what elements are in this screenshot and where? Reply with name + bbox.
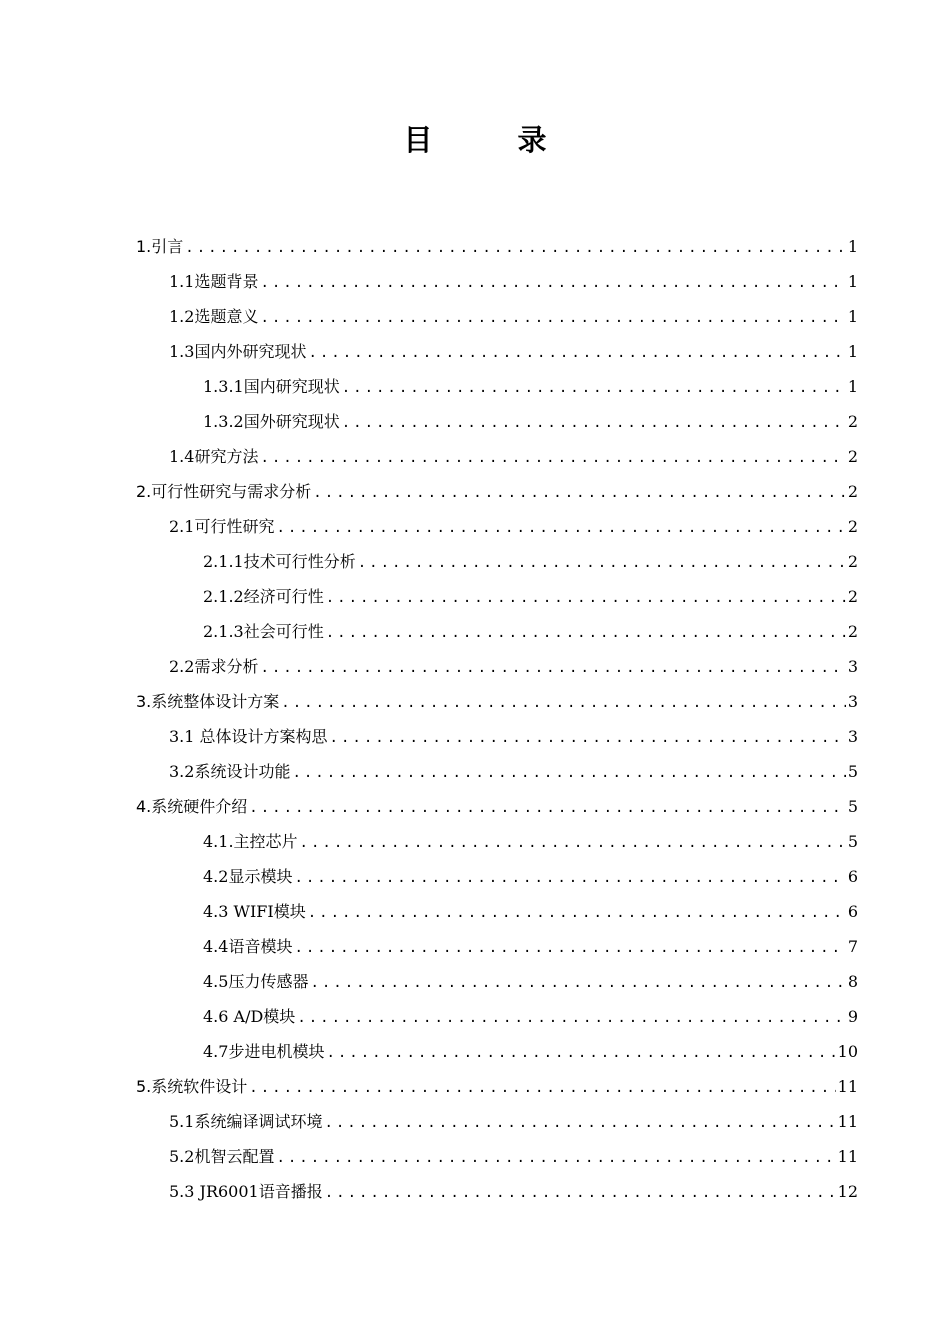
toc-entry-page: 2 [847, 552, 858, 571]
dot-leader [260, 443, 845, 473]
toc-entry-2-1[interactable] [169, 512, 858, 542]
toc-entry-4-2[interactable] [203, 862, 858, 892]
toc-entry-page: 1 [847, 272, 858, 291]
toc-entry-label: 3.1 总体设计方案构思 [169, 727, 328, 746]
toc-entry-1-3-2[interactable] [203, 407, 858, 437]
toc-entry-2-1-3[interactable] [203, 617, 858, 647]
toc-entry-page: 11 [837, 1147, 858, 1166]
toc-entry-page: 1 [847, 307, 858, 326]
toc-entry-page: 11 [837, 1077, 858, 1096]
dot-leader [185, 233, 846, 263]
dot-leader [342, 373, 846, 403]
toc-entry-label: 4.2显示模块 [203, 867, 293, 886]
dot-leader [292, 758, 845, 788]
toc-entry-label: 2.2需求分析 [169, 657, 259, 676]
dot-leader [276, 1143, 835, 1173]
toc-entry-page: 2 [847, 412, 858, 431]
toc-entry-chapter-5[interactable] [136, 1072, 858, 1102]
toc-entry-4-7[interactable] [203, 1037, 858, 1067]
toc-entry-page: 3 [847, 692, 858, 711]
dot-leader [358, 548, 846, 578]
toc-entry-5-3[interactable] [169, 1177, 858, 1207]
dot-leader [308, 338, 845, 368]
toc-entry-page: 5 [847, 832, 858, 851]
toc-entry-label: 4.4语音模块 [203, 937, 293, 956]
toc-entry-label: 1.3.1国内研究现状 [203, 377, 340, 396]
toc-entry-chapter-2[interactable] [136, 477, 858, 507]
toc-entry-2-1-2[interactable] [203, 582, 858, 612]
toc-entry-page: 2 [847, 622, 858, 641]
toc-entry-label: 2.1.2经济可行性 [203, 587, 324, 606]
toc-entry-2-1-1[interactable] [203, 547, 858, 577]
toc-entry-chapter-3[interactable] [136, 687, 858, 717]
toc-entry-label: 4.系统硬件介绍 [136, 797, 248, 816]
toc-entry-page: 6 [847, 867, 858, 886]
toc-entry-label: 4.6 A/D模块 [203, 1007, 296, 1026]
toc-entry-4-4[interactable] [203, 932, 858, 962]
toc-entry-chapter-4[interactable] [136, 792, 858, 822]
dot-leader [249, 1073, 835, 1103]
toc-entry-1-1[interactable] [169, 267, 858, 297]
toc-entry-page: 2 [847, 517, 858, 536]
toc-entry-page: 5 [847, 762, 858, 781]
dot-leader [326, 1038, 835, 1068]
toc-entry-page: 5 [847, 797, 858, 816]
toc-entry-1-2[interactable] [169, 302, 858, 332]
toc-entry-page: 9 [847, 1007, 858, 1026]
toc-entry-label: 5.系统软件设计 [136, 1077, 248, 1096]
dot-leader [281, 688, 846, 718]
toc-entry-label: 1.3.2国外研究现状 [203, 412, 340, 431]
toc-entry-1-3[interactable] [169, 337, 858, 367]
toc-entry-label: 5.1系统编译调试环境 [169, 1112, 323, 1131]
toc-entry-label: 3.系统整体设计方案 [136, 692, 280, 711]
dot-leader [294, 863, 845, 893]
toc-entry-4-1[interactable] [203, 827, 858, 857]
dot-leader [324, 1108, 835, 1138]
toc-entry-page: 2 [847, 447, 858, 466]
dot-leader [260, 303, 845, 333]
toc-entry-4-6[interactable] [203, 1002, 858, 1032]
toc-entry-label: 3.2系统设计功能 [169, 762, 291, 781]
dot-leader [300, 828, 846, 858]
toc-entry-label: 1.引言 [136, 237, 184, 256]
toc-entry-label: 1.1选题背景 [169, 272, 259, 291]
toc-entry-3-1[interactable] [169, 722, 858, 752]
dot-leader [310, 968, 845, 998]
dot-leader [326, 583, 846, 613]
toc-entry-label: 5.3 JR6001语音播报 [169, 1182, 323, 1201]
toc-entry-chapter-1[interactable] [136, 232, 858, 262]
toc-entry-label: 2.1可行性研究 [169, 517, 275, 536]
dot-leader [294, 933, 845, 963]
toc-entry-2-2[interactable] [169, 652, 858, 682]
toc-entry-page: 3 [847, 727, 858, 746]
toc-entry-label: 5.2机智云配置 [169, 1147, 275, 1166]
toc-entry-1-4[interactable] [169, 442, 858, 472]
toc-entry-label: 2.1.1技术可行性分析 [203, 552, 356, 571]
toc-entry-5-2[interactable] [169, 1142, 858, 1172]
page-title: 目 录 [403, 123, 575, 157]
dot-leader [249, 793, 846, 823]
toc-entry-label: 1.2选题意义 [169, 307, 259, 326]
toc-entry-label: 4.1.主控芯片 [203, 832, 298, 851]
dot-leader [330, 723, 846, 753]
toc-entry-page: 10 [837, 1042, 858, 1061]
dot-leader [313, 478, 846, 508]
toc-entry-4-5[interactable] [203, 967, 858, 997]
toc-entry-page: 7 [847, 937, 858, 956]
dot-leader [297, 1003, 846, 1033]
toc-entry-page: 1 [847, 342, 858, 361]
toc-entry-page: 1 [847, 377, 858, 396]
toc-entry-label: 4.3 WIFI模块 [203, 902, 306, 921]
dot-leader [308, 898, 846, 928]
toc-entry-3-2[interactable] [169, 757, 858, 787]
dot-leader [260, 268, 845, 298]
toc-entry-page: 8 [847, 972, 858, 991]
dot-leader [325, 1178, 836, 1208]
toc-entry-label: 2.可行性研究与需求分析 [136, 482, 312, 501]
toc-entry-page: 2 [847, 587, 858, 606]
dot-leader [276, 513, 845, 543]
dot-leader [342, 408, 846, 438]
toc-entry-label: 2.1.3社会可行性 [203, 622, 324, 641]
toc-entry-page: 1 [847, 237, 858, 256]
toc-entry-5-1[interactable] [169, 1107, 858, 1137]
toc-entry-page: 2 [847, 482, 858, 501]
toc-entry-page: 3 [847, 657, 858, 676]
toc-entry-label: 4.7步进电机模块 [203, 1042, 325, 1061]
toc-entry-page: 11 [837, 1112, 858, 1131]
toc-entry-page: 12 [837, 1182, 858, 1201]
toc-entry-label: 1.3国内外研究现状 [169, 342, 307, 361]
toc-entry-label: 1.4研究方法 [169, 447, 259, 466]
dot-leader [260, 653, 845, 683]
toc-entry-1-3-1[interactable] [203, 372, 858, 402]
toc-entry-page: 6 [847, 902, 858, 921]
toc-entry-4-3[interactable] [203, 897, 858, 927]
toc-entry-label: 4.5压力传感器 [203, 972, 309, 991]
dot-leader [326, 618, 846, 648]
